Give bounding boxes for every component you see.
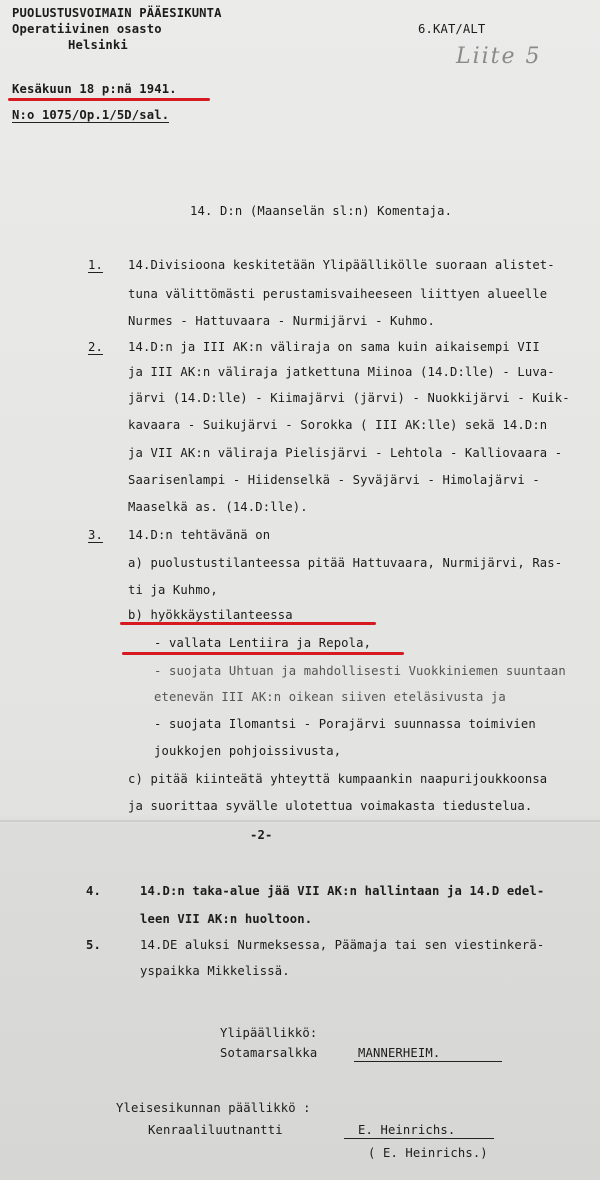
item-4-line-2: leen VII AK:n huoltoon.	[140, 912, 313, 926]
item-2-line-6: Saarisenlampi - Hiidenselkä - Syväjärvi - Himolajärvi -	[128, 473, 540, 487]
item-5-line-2: yspaikka Mikkelissä.	[140, 964, 290, 978]
item-3-b-dash-3-cont: joukkojen pohjoissivusta,	[154, 744, 342, 758]
item-3-b-dash-1: - vallata Lentiira ja Repola,	[154, 636, 372, 650]
page-seam	[0, 820, 600, 822]
item-3-b-dash-2: - suojata Uhtuan ja mahdollisesti Vuokkiniemen suuntaan	[154, 664, 566, 678]
addressee: 14. D:n (Maanselän sl:n) Komentaja.	[190, 204, 453, 218]
item-3-number: 3.	[88, 528, 103, 542]
item-3-b-dash-3: - suojata Ilomantsi - Porajärvi suunnassa toimivien	[154, 717, 536, 731]
item-1-number: 1.	[88, 258, 103, 272]
item-5-number: 5.	[86, 938, 101, 952]
date-highlight-line	[8, 98, 210, 101]
item-1-line-2: tuna välittömästi perustamisvaiheeseen liittyen alueelle	[128, 287, 548, 301]
chief-rank: Kenraaliluutnantti	[148, 1123, 283, 1137]
item-3-sub-c-1: c) pitää kiinteätä yhteyttä kumpaankin naapurijoukkoonsa	[128, 772, 548, 786]
item-5-line-1: 14.DE aluksi Nurmeksessa, Päämaja tai sen viestinkerä-	[140, 938, 545, 952]
chief-name-parenthetical: ( E. Heinrichs.)	[368, 1146, 488, 1160]
item-3-sub-a-1: a) puolustustilanteessa pitää Hattuvaara, Nurmijärvi, Ras-	[128, 556, 563, 570]
commander-signature-line	[354, 1061, 502, 1062]
item-3-sub-a-2: ti ja Kuhmo,	[128, 583, 218, 597]
item-4-line-1: 14.D:n taka-alue jää VII AK:n hallintaan ja 14.D edel-	[140, 884, 545, 898]
commander-name: MANNERHEIM.	[358, 1046, 441, 1060]
header-org: PUOLUSTUSVOIMAIN PÄÄESIKUNTA	[12, 6, 222, 20]
item-2-line-4: kavaara - Suikujärvi - Sorokka ( III AK:lle) sekä 14.D:n	[128, 418, 548, 432]
item-1-line-3: Nurmes - Hattuvaara - Nurmijärvi - Kuhmo.	[128, 314, 435, 328]
item-3-line-1: 14.D:n tehtävänä on	[128, 528, 271, 542]
item-2-line-3: järvi (14.D:lle) - Kiimajärvi (järvi) - Nuokkijärvi - Kuik-	[128, 391, 570, 405]
item-2-line-5: ja VII AK:n väliraja Pielisjärvi - Lehtola - Kalliovaara -	[128, 446, 563, 460]
item-2-line-1: 14.D:n ja III AK:n väliraja on sama kuin aikaisempi VII	[128, 340, 540, 354]
item-3-b-dash-2-cont: etenevän III AK:n oikean siiven eteläsivusta ja	[154, 690, 506, 704]
item-4-number: 4.	[86, 884, 101, 898]
item-1-line-1: 14.Divisioona keskitetään Ylipäällikölle suoraan alistet-	[128, 258, 555, 272]
item-3-sub-b: b) hyökkäystilanteessa	[128, 608, 293, 622]
item-2-line-7: Maaselkä as. (14.D:lle).	[128, 500, 308, 514]
item-2-line-2: ja III AK:n väliraja jatkettuna Miinoa (14.D:lle) - Luva-	[128, 365, 555, 379]
header-city: Helsinki	[68, 38, 128, 52]
handwritten-annotation: Liite 5	[456, 44, 542, 69]
header-dept: Operatiivinen osasto	[12, 22, 162, 36]
chief-signature-line	[344, 1138, 494, 1139]
repola-highlight-line	[122, 652, 404, 655]
item-3-sub-c-2: ja suorittaa syvälle ulotettua voimakasta tiedustelua.	[128, 799, 533, 813]
header-ref: N:o 1075/Op.1/5D/sal.	[12, 108, 170, 122]
chief-name: E. Heinrichs.	[358, 1123, 456, 1137]
sub-b-highlight-line	[120, 622, 376, 625]
commander-rank: Sotamarsalkka	[220, 1046, 318, 1060]
chief-title: Yleisesikunnan päällikkö :	[116, 1101, 311, 1115]
page-marker: -2-	[250, 828, 273, 842]
header-code: 6.KAT/ALT	[418, 22, 486, 36]
commander-title: Ylipäällikkö:	[220, 1026, 318, 1040]
header-date: Kesäkuun 18 p:nä 1941.	[12, 82, 177, 96]
item-2-number: 2.	[88, 340, 103, 354]
